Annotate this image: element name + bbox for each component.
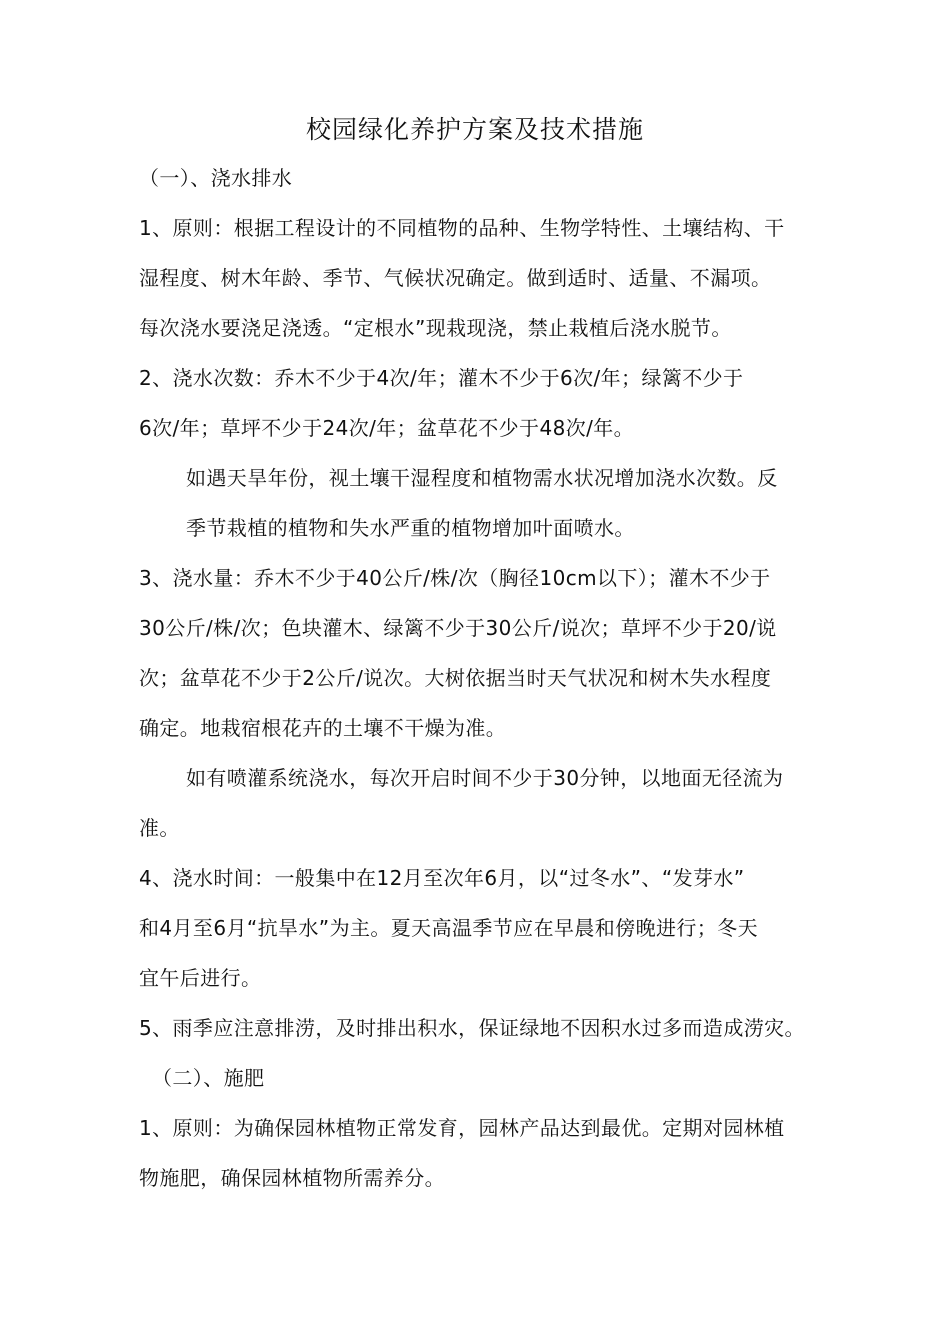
paragraph-line: 每次浇水要浇足浇透。“定根水”现栽现浇，禁止栽植后浇水脱节。 <box>139 316 732 340</box>
paragraph-line: 30公斤/株/次；色块灌木、绿篱不少于30公斤/说次；草坪不少于20/说 <box>139 616 777 640</box>
section-heading-watering: （一）、浇水排水 <box>139 166 293 190</box>
paragraph-line: 6次/年；草坪不少于24次/年；盆草花不少于48次/年。 <box>139 416 635 440</box>
paragraph-line: 1、原则：为确保园林植物正常发育，园林产品达到最优。定期对园林植 <box>139 1116 785 1140</box>
document-title: 校园绿化养护方案及技术措施 <box>305 115 644 144</box>
paragraph-line: 湿程度、树木年龄、季节、气候状况确定。做到适时、适量、不漏项。 <box>139 266 772 290</box>
paragraph-line: 如有喷灌系统浇水，每次开启时间不少于30分钟，以地面无径流为 <box>186 766 784 790</box>
paragraph-line: 4、浇水时间：一般集中在12月至次年6月，以“过冬水”、“发芽水” <box>139 866 745 890</box>
paragraph-line: 季节栽植的植物和失水严重的植物增加叶面喷水。 <box>186 516 635 540</box>
paragraph-line: 3、浇水量：乔木不少于40公斤/株/次（胸径10cm以下）；灌木不少于 <box>139 566 771 590</box>
paragraph-line: 和4月至6月“抗旱水”为主。夏天高温季节应在早晨和傍晚进行；冬天 <box>139 916 758 940</box>
paragraph-line: 1、原则：根据工程设计的不同植物的品种、生物学特性、土壤结构、干 <box>139 216 785 240</box>
paragraph-line: 确定。地栽宿根花卉的土壤不干燥为准。 <box>139 716 507 740</box>
paragraph-line: 5、雨季应注意排涝，及时排出积水，保证绿地不因积水过多而造成涝灾。 <box>139 1016 805 1040</box>
paragraph-line: 准。 <box>139 816 180 840</box>
paragraph-line: 次；盆草花不少于2公斤/说次。大树依据当时天气状况和树木失水程度 <box>139 666 772 690</box>
section-heading-fertilizing: （二）、施肥 <box>152 1066 265 1090</box>
paragraph-line: 宜午后进行。 <box>139 966 262 990</box>
paragraph-line: 如遇天旱年份，视土壤干湿程度和植物需水状况增加浇水次数。反 <box>186 466 778 490</box>
paragraph-line: 物施肥，确保园林植物所需养分。 <box>139 1166 445 1190</box>
paragraph-line: 2、浇水次数：乔木不少于4次/年；灌木不少于6次/年；绿篱不少于 <box>139 366 744 390</box>
